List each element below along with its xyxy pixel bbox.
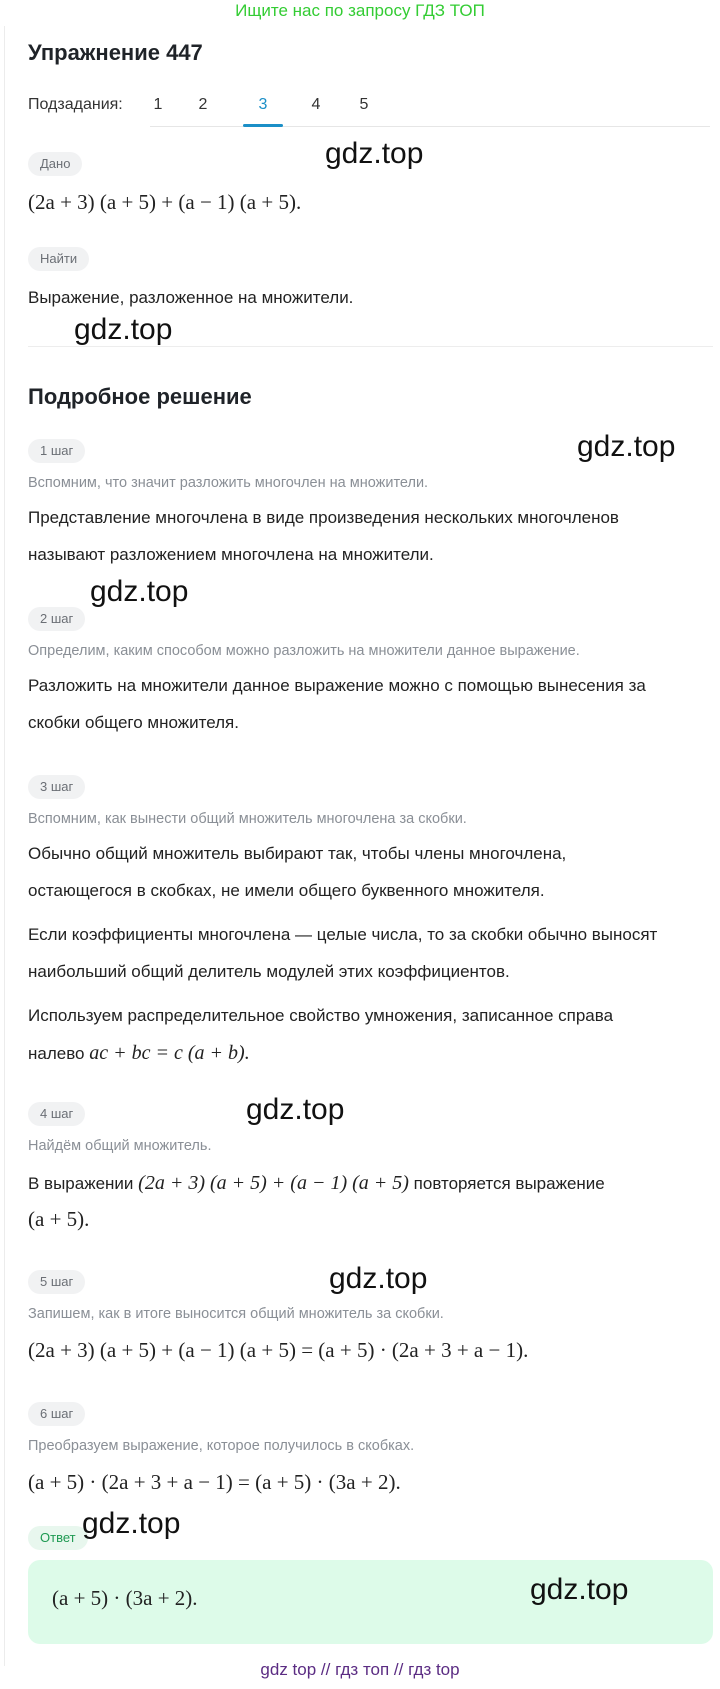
step-1-pill: 1 шаг — [28, 439, 85, 463]
answer-pill: Ответ — [28, 1526, 88, 1550]
subtasks-label: Подзадания: — [28, 96, 123, 113]
step-1-hint: Вспомним, что значит разложить многочлен на множители. — [28, 475, 429, 491]
page-title: Упражнение 447 — [28, 40, 203, 65]
step-2-hint: Определим, каким способом можно разложить на множители данное выражение. — [28, 643, 580, 659]
step-5-formula: (2a + 3) (a + 5) + (a − 1) (a + 5) = (a + 5) · (2a + 3 + a − 1). — [28, 1338, 529, 1362]
step-3-p3-line-2 — [28, 1035, 713, 1072]
step-3-hint: Вспомним, как вынести общий множитель многочлена за скобки. — [28, 811, 467, 827]
step-4-line-1 — [28, 1165, 713, 1202]
step-3-p3-text: налево — [28, 1044, 85, 1063]
step-2-line-2: скобки общего множителя. — [28, 713, 239, 732]
step-3-p2-line-1: Если коэффициенты многочлена — целые числа, то за скобки обычно выносят — [28, 925, 658, 944]
step-4-expression: (2a + 3) (a + 5) + (a − 1) (a + 5) — [138, 1172, 409, 1194]
solution-title: Подробное решение — [28, 384, 252, 409]
step-4-suffix: повторяется выражение — [413, 1174, 605, 1193]
step-4-hint: Найдём общий множитель. — [28, 1138, 212, 1154]
given-pill: Дано — [28, 152, 82, 176]
tab-subtask-4[interactable]: 4 — [311, 96, 321, 113]
search-banner: Ищите нас по запросу ГДЗ ТОП — [235, 1, 485, 20]
watermark: gdz.top — [530, 1573, 629, 1606]
step-3-p1-line-1: Обычно общий множитель выбирают так, чтобы члены многочлена, — [28, 844, 567, 863]
find-text: Выражение, разложенное на множители. — [28, 288, 354, 307]
watermark: gdz.top — [329, 1262, 428, 1295]
step-4-pill: 4 шаг — [28, 1102, 85, 1126]
step-3-p1-line-2: остающегося в скобках, не имели общего буквенного множителя. — [28, 881, 545, 900]
step-2-line-1: Разложить на множители данное выражение можно с помощью вынесения за — [28, 676, 646, 695]
step-1-line-2: называют разложением многочлена на множители. — [28, 545, 434, 564]
answer-expression: (a + 5) · (3a + 2). — [52, 1586, 198, 1610]
step-3-pill: 3 шаг — [28, 775, 85, 799]
step-4-repeated-expression: (a + 5). — [28, 1207, 90, 1231]
tabs-baseline — [150, 126, 710, 127]
find-pill: Найти — [28, 247, 89, 271]
watermark: gdz.top — [577, 430, 676, 463]
footer-links[interactable]: gdz top // гдз топ // гдз top — [260, 1660, 460, 1679]
step-5-hint: Запишем, как в итоге выносится общий множитель за скобки. — [28, 1306, 444, 1322]
step-3-p3-line-1: Используем распределительное свойство умножения, записанное справа — [28, 1006, 614, 1025]
step-2-pill: 2 шаг — [28, 607, 85, 631]
active-tab-indicator — [243, 124, 283, 127]
watermark: gdz.top — [74, 313, 173, 346]
step-5-pill: 5 шаг — [28, 1270, 85, 1294]
watermark: gdz.top — [246, 1093, 345, 1126]
step-6-formula: (a + 5) · (2a + 3 + a − 1) = (a + 5) · (3a + 2). — [28, 1470, 401, 1494]
given-expression: (2a + 3) (a + 5) + (a − 1) (a + 5). — [28, 190, 302, 214]
step-6-pill: 6 шаг — [28, 1402, 85, 1426]
step-3-formula: ac + bc = c (a + b). — [89, 1042, 250, 1064]
left-divider — [4, 26, 5, 1666]
watermark: gdz.top — [90, 575, 189, 608]
watermark: gdz.top — [82, 1507, 181, 1540]
tab-subtask-2[interactable]: 2 — [198, 96, 208, 113]
step-4-prefix: В выражении — [28, 1174, 134, 1193]
step-1-line-1: Представление многочлена в виде произведения нескольких многочленов — [28, 508, 619, 527]
tab-subtask-1[interactable]: 1 — [153, 96, 163, 113]
tab-subtask-3[interactable]: 3 — [258, 96, 268, 113]
step-6-hint: Преобразуем выражение, которое получилось в скобках. — [28, 1438, 415, 1454]
tab-subtask-5[interactable]: 5 — [359, 96, 369, 113]
watermark: gdz.top — [325, 137, 424, 170]
step-3-p2-line-2: наибольший общий делитель модулей этих коэффициентов. — [28, 962, 510, 981]
